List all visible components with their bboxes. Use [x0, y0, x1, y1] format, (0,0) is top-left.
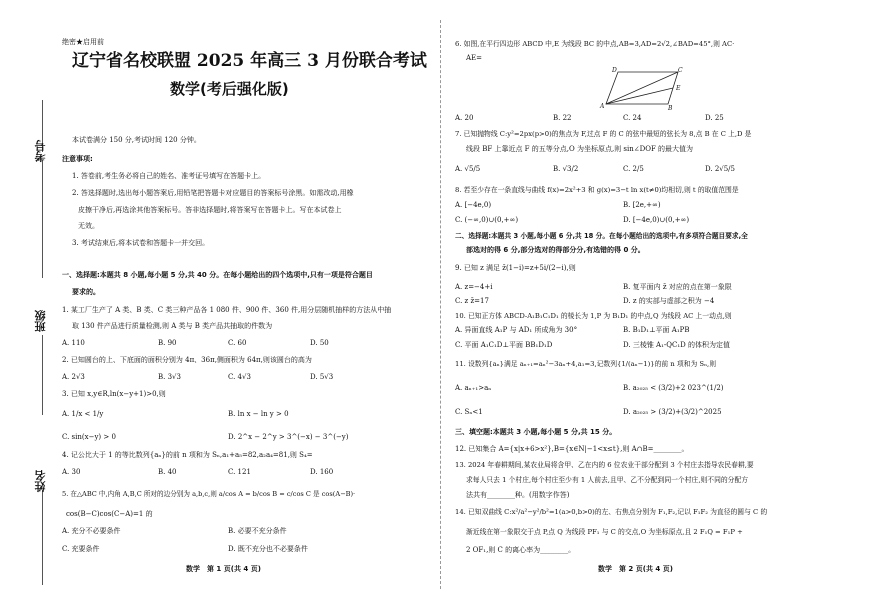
binding-exam-no: 考号 [34, 140, 47, 162]
q5-option-a: A. 充分不必要条件 [62, 527, 121, 535]
q1-stem: 1. 某工厂生产了 A 类、B 类、C 类三种产品各 1 080 件、900 件、360 件,用分层随机抽样的方法从中抽 [62, 306, 392, 314]
q13-stem3: 法共有________种。(用数字作答) [466, 491, 570, 499]
diagonal-ac [606, 72, 678, 104]
q6-stem: 6. 如图,在平行四边形 ABCD 中,E 为线段 BC 的中点,AB=3,AD=2√2,∠BAD=45°,则 AC· [455, 40, 735, 48]
note-2c: 无效。 [78, 222, 99, 230]
q4-option-a: A. 30 [62, 468, 81, 476]
q9-option-a: A. z=−4+i [455, 283, 493, 291]
footer-left: 数学 第 1 页(共 4 页) [186, 565, 261, 573]
q5-stem: 5. 在△ABC 中,内角 A,B,C 所对的边分别为 a,b,c,则 a/cos A = b/cos B = c/cos C 是 cos(A−B)· [62, 490, 356, 498]
binding-line [42, 335, 43, 415]
binding-class: 班级 [34, 310, 47, 332]
q7-stem2: 线段 BF 上靠近点 F 的五等分点,O 为坐标原点,则 sin∠DOF 的最大值为 [466, 145, 694, 153]
q11-option-b: B. a₂₀₂₅ < (3/2)+2 023^(1/2) [623, 384, 724, 392]
section2-title: 二、选择题:本题共 3 小题,每小题 6 分,共 18 分。在每小题给出的选项中,有多项符合题目要求,全 [455, 232, 748, 240]
q3-option-b: B. ln x − ln y > 0 [228, 410, 289, 418]
q5-option-b: B. 必要不充分条件 [228, 527, 287, 535]
label-a: A [600, 103, 605, 110]
q8-option-b: B. [2e,+∞) [623, 201, 661, 209]
q8-option-a: A. [−4e,0) [455, 201, 492, 209]
q10-stem: 10. 已知正方体 ABCD-A₁B₁C₁D₁ 的棱长为 1,P 为 B₁D₁ 的中点,Q 为线段 AC 上一动点,则 [455, 312, 732, 320]
q3-option-a: A. 1/x < 1/y [62, 410, 104, 418]
q3-option-c: C. sin(x−y) > 0 [62, 433, 116, 441]
exam-subtitle: 数学(考后强化版) [170, 80, 289, 98]
q9-option-b: B. 复平面内 z̄ 对应的点在第一象限 [623, 283, 732, 291]
note-3: 3. 考试结束后,将本试卷和答题卡一并交回。 [72, 239, 210, 247]
q12-stem: 12. 已知集合 A={x|x+6>x²},B={x∈N|−1<x≤t},则 A∩B=________。 [455, 445, 689, 453]
q5-option-d: D. 既不充分也不必要条件 [228, 545, 308, 553]
q2-option-d: D. 5√3 [310, 373, 334, 381]
q1-option-d: D. 50 [310, 339, 329, 347]
notes-title: 注意事项: [62, 155, 93, 163]
q3-option-d: D. 2^x − 2^y > 3^(−x) − 3^(−y) [228, 433, 349, 441]
q6-option-d: D. 25 [705, 114, 724, 122]
q11-option-c: C. Sₙ<1 [455, 408, 483, 416]
page-divider [440, 20, 441, 589]
binding-line [42, 160, 43, 278]
q2-stem: 2. 已知圆台的上、下底面的面积分别为 4π、36π,侧面积为 64π,则该圆台的高为 [62, 356, 312, 364]
note-2: 2. 答选择题时,选出每小题答案后,用铅笔把答题卡对应题目的答案标号涂黑。如需改动,用橡 [72, 189, 354, 197]
q7-option-b: B. √3/2 [553, 165, 579, 173]
note-1: 1. 答卷前,考生务必将自己的姓名、准考证号填写在答题卡上。 [72, 172, 266, 180]
q11-option-d: D. a₂₀₂₅ > (3/2)+(3/2)^2025 [623, 408, 722, 416]
segment-ae [606, 88, 673, 104]
q11-stem: 11. 设数列{aₙ}满足 aₙ₊₁=aₙ²−3aₙ+4,a₁=3,记数列{1/(aₙ−1)}的前 n 项和为 Sₙ,则 [455, 360, 716, 368]
q14-stem3: 2 OF₁,则 C 的离心率为________。 [466, 546, 576, 554]
q7-stem: 7. 已知抛物线 C:y²=2px(p>0)的焦点为 F,过点 F 的 C 的弦中最短的弦长为 8,点 B 在 C 上,D 是 [455, 130, 752, 138]
q1-option-a: A. 110 [62, 339, 85, 347]
q6-option-a: A. 20 [455, 114, 474, 122]
q9-option-c: C. z z̄=17 [455, 297, 489, 305]
q10-option-a: A. 异面直线 A₁P 与 AD₁ 所成角为 30° [455, 326, 578, 334]
label-b: B [668, 105, 673, 110]
q7-option-c: C. 2/5 [623, 165, 644, 173]
q13-stem2: 求每人只去 1 个村庄,每个村庄至少有 1 人前去,且甲、乙不分配到同一个村庄,则不同的分配方 [466, 476, 749, 484]
q2-option-a: A. 2√3 [62, 373, 85, 381]
parallelogram-figure [598, 66, 688, 110]
q11-option-a: A. aₙ₊₁>aₙ [455, 384, 492, 392]
binding-name: 姓名 [34, 470, 47, 492]
q8-option-d: D. [−4e,0)∪(0,+∞) [623, 216, 690, 224]
exam-title: 辽宁省名校联盟 2025 年高三 3 月份联合考试 [72, 51, 427, 71]
section1-title2: 要求的。 [72, 288, 100, 296]
q9-option-d: D. z 的实部与虚部之积为 −4 [623, 297, 715, 305]
section3-title: 三、填空题:本题共 3 小题,每小题 5 分,共 15 分。 [455, 428, 617, 436]
q1-option-c: C. 60 [228, 339, 247, 347]
q4-option-d: D. 160 [310, 468, 334, 476]
q6-stem2: AE= [466, 54, 483, 62]
score-time: 本试卷满分 150 分,考试时间 120 分钟。 [72, 136, 201, 144]
q5-stem2: cos(B−C)cos(C−A)=1 的 [66, 510, 153, 518]
q14-stem: 14. 已知双曲线 C:x²/a²−y²/b²=1(a>0,b>0)的左、右焦点分别为 F₁,F₂,记以 F₁F₂ 为直径的圆与 C 的 [455, 508, 768, 516]
q14-stem2: 渐近线在第一象限交于点 P,点 Q 为线段 PF₁ 与 C 的交点,O 为坐标原点,且 2 F₁Q = F₁P + [466, 528, 743, 536]
q1-stem2: 取 130 件产品进行质量检测,则 A 类与 B 类产品共抽取的件数为 [72, 322, 273, 330]
q4-option-c: C. 121 [228, 468, 251, 476]
q8-stem: 8. 若至少存在一条直线与曲线 f(x)=2x²+3 和 g(x)=3−t ln x(t≠0)均相切,则 t 的取值范围是 [455, 186, 739, 194]
q4-stem: 4. 记公比大于 1 的等比数列{aₙ}的前 n 项和为 Sₙ,a₁+a₅=82,a₂a₄=81,则 S₄= [62, 451, 313, 459]
q5-option-c: C. 充要条件 [62, 545, 100, 553]
section2-title2: 部选对的得 6 分,部分选对的得部分分,有选错的得 0 分。 [466, 246, 645, 254]
q1-option-b: B. 90 [158, 339, 177, 347]
q10-option-b: B. B₁D₁⊥平面 A₁PB [623, 326, 690, 334]
q6-option-b: B. 22 [553, 114, 572, 122]
secret-label: 绝密★启用前 [62, 38, 104, 46]
q8-option-c: C. (−∞,0)∪(0,+∞) [455, 216, 519, 224]
q4-option-b: B. 40 [158, 468, 177, 476]
label-d: D [612, 67, 617, 74]
q3-stem: 3. 已知 x,y∈R,ln(x−y+1)>0,则 [62, 390, 166, 398]
q13-stem: 13. 2024 年春耕期间,某农业局将含甲、乙在内的 6 位农业干部分配到 3 个村庄去指导农民春耕,要 [455, 461, 754, 469]
label-e: E [676, 85, 681, 92]
q10-option-c: C. 平面 A₁C₁D⊥平面 BB₁D₁D [455, 341, 553, 349]
section1-title: 一、选择题:本题共 8 小题,每小题 5 分,共 40 分。在每小题给出的四个选项中,只有一项是符合题目 [62, 271, 373, 279]
label-c: C [678, 67, 683, 74]
q7-option-a: A. √5/5 [455, 165, 481, 173]
q6-option-c: C. 24 [623, 114, 642, 122]
q10-option-d: D. 三棱锥 A₁-QC₁D 的体积为定值 [623, 341, 731, 349]
note-2b: 皮擦干净后,再选涂其他答案标号。答非选择题时,将答案写在答题卡上。写在本试卷上 [78, 206, 342, 214]
binding-line [42, 490, 43, 585]
q7-option-d: D. 2√5/5 [705, 165, 735, 173]
q9-stem: 9. 已知 z 满足 z̄(1−i)=z+5i/(2−i),则 [455, 264, 576, 272]
footer-right: 数学 第 2 页(共 4 页) [598, 565, 673, 573]
q2-option-b: B. 3√3 [158, 373, 181, 381]
q2-option-c: C. 4√3 [228, 373, 251, 381]
